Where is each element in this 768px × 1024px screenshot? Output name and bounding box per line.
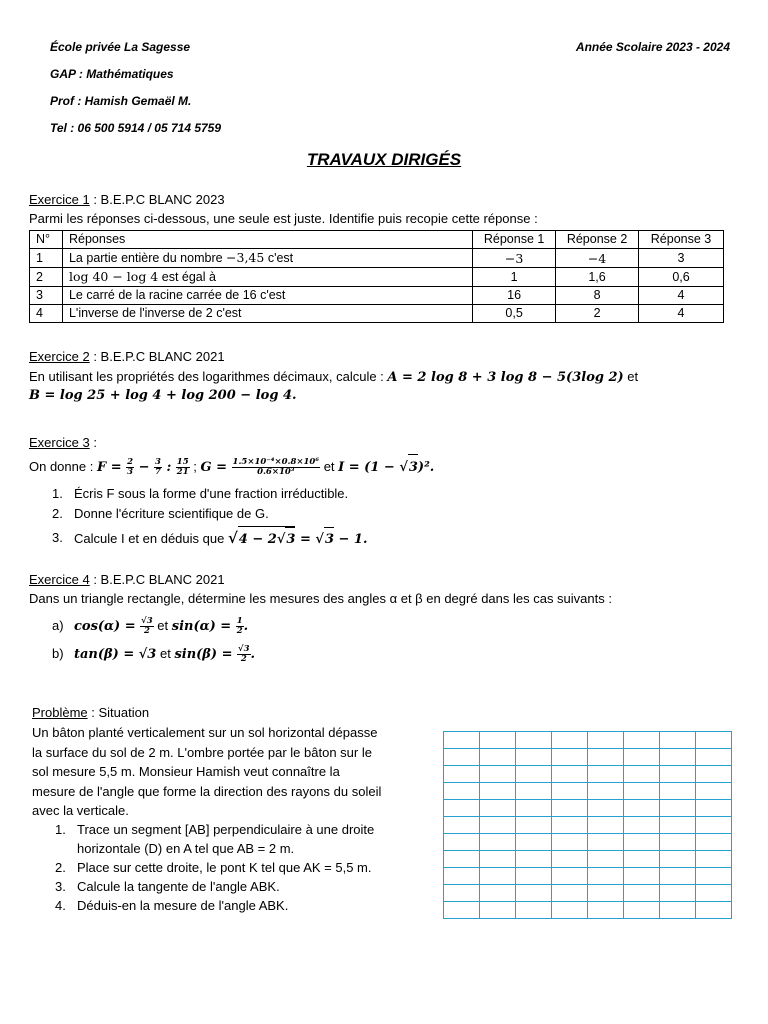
grid-cell <box>552 868 588 885</box>
grid-cell <box>444 885 480 902</box>
col-header: N° <box>30 231 63 249</box>
radicand-part: 4 − 2 <box>238 532 277 547</box>
question-cell: L'inverse de l'inverse de 2 c'est <box>62 305 472 323</box>
grid-row <box>444 902 732 919</box>
grid-cell <box>552 851 588 868</box>
grid-cell <box>696 834 732 851</box>
grid-cell <box>696 749 732 766</box>
grid-cell <box>696 732 732 749</box>
sqrt-sign: √ <box>227 529 238 547</box>
answer-1: 1 <box>473 268 556 287</box>
case-label: a) <box>52 618 64 633</box>
grid-row <box>444 800 732 817</box>
ex3-source: : <box>89 435 97 450</box>
grid-cell <box>696 868 732 885</box>
step-text: Écris F sous la forme d'une fraction irréductible. <box>74 486 349 501</box>
conjunction: et <box>153 618 172 633</box>
answer-3: 0,6 <box>639 268 724 287</box>
answer-3: 3 <box>639 249 724 268</box>
step-text: horizontale (D) en A tel que AB = 2 m. <box>77 841 295 856</box>
question-cell <box>62 249 472 268</box>
grid-cell <box>480 817 516 834</box>
grid-cell <box>588 783 624 800</box>
grid-cell <box>624 885 660 902</box>
question-cell <box>62 268 472 287</box>
grid-cell <box>516 800 552 817</box>
grid-cell <box>444 749 480 766</box>
denominator: 2 <box>240 654 247 665</box>
grid-cell <box>480 885 516 902</box>
grid-cell <box>660 902 696 919</box>
list-item <box>51 877 374 896</box>
answer-2: 1,6 <box>556 268 639 287</box>
col-header: Réponse 1 <box>473 231 556 249</box>
grid-cell <box>444 851 480 868</box>
grid-cell <box>588 902 624 919</box>
operator: : <box>161 460 176 475</box>
question-math: log 40 − log 4 <box>68 269 159 284</box>
grid-cell <box>444 783 480 800</box>
paragraph-line: avec la verticale. <box>32 803 129 819</box>
col-header: Réponse 3 <box>639 231 724 249</box>
grid-cell <box>696 817 732 834</box>
ex1-table-header <box>30 231 724 249</box>
grid-cell <box>588 851 624 868</box>
step-text: Déduis-en la mesure de l'angle ABK. <box>77 898 289 913</box>
grid-row <box>444 834 732 851</box>
grid-row <box>444 732 732 749</box>
ex3-givens <box>29 454 434 480</box>
school-year: Année Scolaire 2023 - 2024 <box>575 40 730 54</box>
paragraph-line: la surface du sol de 2 m. L'ombre portée par le bâton sur le <box>32 744 372 760</box>
ex3-steps <box>48 484 368 552</box>
grid-cell <box>480 868 516 885</box>
question-math: −3,45 <box>226 250 265 265</box>
fraction <box>236 617 244 636</box>
probleme-steps <box>51 820 374 915</box>
grid-cell <box>588 749 624 766</box>
question-tail: est égal à <box>158 270 216 284</box>
grid-row <box>444 766 732 783</box>
step-number: 1. <box>52 486 63 501</box>
probleme-heading <box>32 705 149 720</box>
step-text: Calcule I et en déduis que <box>74 531 228 546</box>
list-item <box>51 858 374 877</box>
grid-cell <box>660 817 696 834</box>
grid-row <box>444 885 732 902</box>
radicand <box>238 526 296 552</box>
grid-cell <box>696 885 732 902</box>
paragraph-line: Un bâton planté verticalement sur un sol horizontal dépasse <box>32 725 378 740</box>
question-cell: Le carré de la racine carrée de 16 c'est <box>62 287 472 305</box>
period: . <box>250 647 256 662</box>
grid-cell <box>624 834 660 851</box>
ex4-label: Exercice 4 <box>29 572 90 587</box>
ex2-text: En utilisant les propriétés des logarithmes décimaux, calcule : <box>29 369 388 384</box>
grid-cell <box>660 834 696 851</box>
school-name: École privée La Sagesse <box>50 40 191 54</box>
period: . <box>243 619 249 634</box>
ex1-source: : B.E.P.C BLANC 2023 <box>89 192 225 207</box>
table-row <box>30 287 724 305</box>
teacher: Prof : Hamish Gemaël M. <box>50 94 192 108</box>
I-expr: I = (1 − <box>338 460 400 475</box>
sin-expr: sin(α) = <box>171 619 236 634</box>
numerator: 1 <box>236 616 243 627</box>
grid-cell <box>660 749 696 766</box>
grid-cell <box>660 851 696 868</box>
grid-row <box>444 783 732 800</box>
grid-cell <box>552 885 588 902</box>
table-row <box>30 268 724 287</box>
grid-paper <box>443 731 732 919</box>
grid-cell <box>588 834 624 851</box>
fraction <box>176 458 190 477</box>
step-number: 1. <box>55 822 66 837</box>
grid-cell <box>660 800 696 817</box>
denominator: 21 <box>176 467 189 478</box>
row-number: 3 <box>30 287 63 305</box>
grid-cell <box>696 902 732 919</box>
step-text: Trace un segment [AB] perpendiculaire à une droite <box>77 822 375 837</box>
grid-cell <box>444 817 480 834</box>
grid-cell <box>624 766 660 783</box>
formula-B: B = log 25 + log 4 + log 200 − log 4. <box>29 388 297 403</box>
probleme-source: : Situation <box>87 705 150 720</box>
grid-cell <box>588 817 624 834</box>
grid-cell <box>444 732 480 749</box>
step-number: 2. <box>52 506 63 521</box>
denominator: 7 <box>155 467 161 478</box>
grid-cell <box>480 749 516 766</box>
grid-cell <box>480 902 516 919</box>
ex4-case-a <box>52 612 248 640</box>
radicand: 3 <box>324 527 334 552</box>
grid-cell <box>624 732 660 749</box>
grid-cell <box>624 817 660 834</box>
fraction <box>154 458 162 477</box>
conjunction: et <box>156 646 175 661</box>
table-row <box>30 249 724 268</box>
grid-cell <box>516 783 552 800</box>
grid-cell <box>480 766 516 783</box>
case-label: b) <box>52 646 64 661</box>
grid-cell <box>588 868 624 885</box>
grid-cell <box>660 732 696 749</box>
denominator: 2 <box>236 626 243 637</box>
step-text: Donne l'écriture scientifique de G. <box>74 506 269 521</box>
grid-cell <box>516 749 552 766</box>
answer-2: 2 <box>556 305 639 323</box>
grid-cell <box>696 783 732 800</box>
numerator: √3 <box>238 644 250 655</box>
sqrt-sign: √ <box>276 532 286 547</box>
subject: GAP : Mathématiques <box>50 67 174 81</box>
row-number: 4 <box>30 305 63 323</box>
grid-cell <box>552 800 588 817</box>
expr-tail: − 1. <box>333 532 368 547</box>
ex1-table <box>29 230 724 323</box>
numerator: 3 <box>155 457 161 468</box>
answer-1: 0,5 <box>473 305 556 323</box>
ex3-intro: On donne : <box>29 459 97 474</box>
grid-cell <box>624 902 660 919</box>
grid-row <box>444 851 732 868</box>
paragraph-line: sol mesure 5,5 m. Monsieur Hamish veut connaître la <box>32 764 340 780</box>
cos-expr: cos(α) = <box>74 619 141 634</box>
grid-cell <box>480 732 516 749</box>
probleme-label: Problème <box>32 705 88 720</box>
sqrt-sign: √ <box>399 460 408 475</box>
phone: Tel : 06 500 5914 / 05 714 5759 <box>50 121 222 135</box>
list-item <box>51 896 374 915</box>
ex4-source: : B.E.P.C BLANC 2021 <box>89 572 225 587</box>
grid-cell <box>516 732 552 749</box>
grid-cell <box>516 868 552 885</box>
grid-cell <box>444 800 480 817</box>
fraction <box>140 617 154 636</box>
ex3-heading <box>29 435 97 450</box>
list-item <box>51 839 374 858</box>
grid-cell <box>660 885 696 902</box>
operator: − <box>134 460 155 475</box>
formula-A: A = 2 log 8 + 3 log 8 − 5(3log 2) <box>387 370 624 385</box>
question-text: La partie entière du nombre <box>68 251 227 265</box>
grid-cell <box>552 834 588 851</box>
list-item <box>48 504 368 524</box>
ex2-source: : B.E.P.C BLANC 2021 <box>89 349 225 364</box>
grid-cell <box>552 749 588 766</box>
numerator: 2 <box>127 457 134 468</box>
grid-cell <box>660 868 696 885</box>
grid-cell <box>444 902 480 919</box>
grid-cell <box>552 902 588 919</box>
list-item <box>48 524 368 552</box>
ex2-tail: et <box>623 369 639 384</box>
sqrt-sign: √ <box>315 532 324 547</box>
ex1-label: Exercice 1 <box>29 192 90 207</box>
grid-cell <box>516 766 552 783</box>
row-number: 2 <box>30 268 63 287</box>
grid-cell <box>660 783 696 800</box>
step-number: 3. <box>55 879 66 894</box>
radicand: 3 <box>408 454 418 481</box>
fraction <box>237 645 251 664</box>
grid-row <box>444 817 732 834</box>
grid-cell <box>552 783 588 800</box>
grid-cell <box>516 851 552 868</box>
grid-row <box>444 868 732 885</box>
probleme-paragraph <box>32 723 422 821</box>
denominator: 0.6×10³ <box>257 467 295 478</box>
ex3-label: Exercice 3 <box>29 435 90 450</box>
denominator: 3 <box>127 467 134 478</box>
grid-cell <box>480 851 516 868</box>
grid-cell <box>516 902 552 919</box>
step-number: 2. <box>55 860 66 875</box>
grid-cell <box>444 868 480 885</box>
F-lhs: F = <box>96 460 127 475</box>
grid-cell <box>444 766 480 783</box>
ex4-heading <box>29 572 225 587</box>
grid-cell <box>660 766 696 783</box>
grid-row <box>444 749 732 766</box>
grid-cell <box>588 766 624 783</box>
I-expr-end: )². <box>417 460 435 475</box>
ex4-case-b <box>52 640 255 668</box>
numerator: 15 <box>176 457 189 468</box>
grid-cell <box>480 783 516 800</box>
answer-1: 16 <box>473 287 556 305</box>
grid-cell <box>696 851 732 868</box>
grid-cell <box>588 732 624 749</box>
ex2-line1 <box>29 369 638 385</box>
answer-2: 8 <box>556 287 639 305</box>
fraction <box>126 458 134 477</box>
step-number: 4. <box>55 898 66 913</box>
grid-cell <box>624 800 660 817</box>
grid-cell <box>516 834 552 851</box>
question-tail: c'est <box>264 251 294 265</box>
col-header: Réponse 2 <box>556 231 639 249</box>
grid-cell <box>696 800 732 817</box>
list-item <box>48 484 368 504</box>
fraction <box>232 458 321 477</box>
grid-cell <box>624 868 660 885</box>
grid-cell <box>516 817 552 834</box>
conjunction: et <box>320 459 339 474</box>
numerator: √3 <box>141 616 153 627</box>
ex2-label: Exercice 2 <box>29 349 90 364</box>
grid-cell <box>624 851 660 868</box>
grid-cell <box>480 834 516 851</box>
inner-radicand: 3 <box>285 527 295 552</box>
list-item <box>51 820 374 839</box>
ex1-heading <box>29 192 225 207</box>
col-header: Réponses <box>62 231 472 249</box>
paragraph-line: mesure de l'angle que forme la direction des rayons du soleil <box>32 783 382 799</box>
grid-cell <box>480 800 516 817</box>
grid-cell <box>444 834 480 851</box>
operator: = <box>295 532 316 547</box>
grid-cell <box>516 885 552 902</box>
answer-3: 4 <box>639 305 724 323</box>
step-text: Calcule la tangente de l'angle ABK. <box>77 879 280 894</box>
answer-2: −4 <box>556 249 639 268</box>
grid-cell <box>552 732 588 749</box>
denominator: 2 <box>143 626 150 637</box>
step-number: 3. <box>52 530 63 545</box>
ex2-heading <box>29 349 225 364</box>
answer-3: 4 <box>639 287 724 305</box>
step-text: Place sur cette droite, le pont K tel que AK = 5,5 m. <box>77 860 372 875</box>
ex1-instruction: Parmi les réponses ci-dessous, une seule est juste. Identifie puis recopie cette réponse : <box>29 211 538 226</box>
grid-cell <box>588 800 624 817</box>
grid-cell <box>588 885 624 902</box>
grid-cell <box>624 783 660 800</box>
separator: ; <box>189 459 201 474</box>
grid-cell <box>696 766 732 783</box>
numerator: 1.5×10⁻⁴×0.8×10⁶ <box>232 457 320 468</box>
sin-expr: sin(β) = <box>174 647 238 662</box>
G-lhs: G = <box>200 460 232 475</box>
answer-1: −3 <box>473 249 556 268</box>
row-number: 1 <box>30 249 63 268</box>
tan-expr: tan(β) = √3 <box>74 647 157 662</box>
ex4-instruction: Dans un triangle rectangle, détermine les mesures des angles α et β en degré dans les cas suivants : <box>29 591 612 606</box>
grid-cell <box>552 766 588 783</box>
table-row <box>30 305 724 323</box>
page-title: TRAVAUX DIRIGÉS <box>306 150 462 169</box>
grid-cell <box>552 817 588 834</box>
grid-cell <box>624 749 660 766</box>
